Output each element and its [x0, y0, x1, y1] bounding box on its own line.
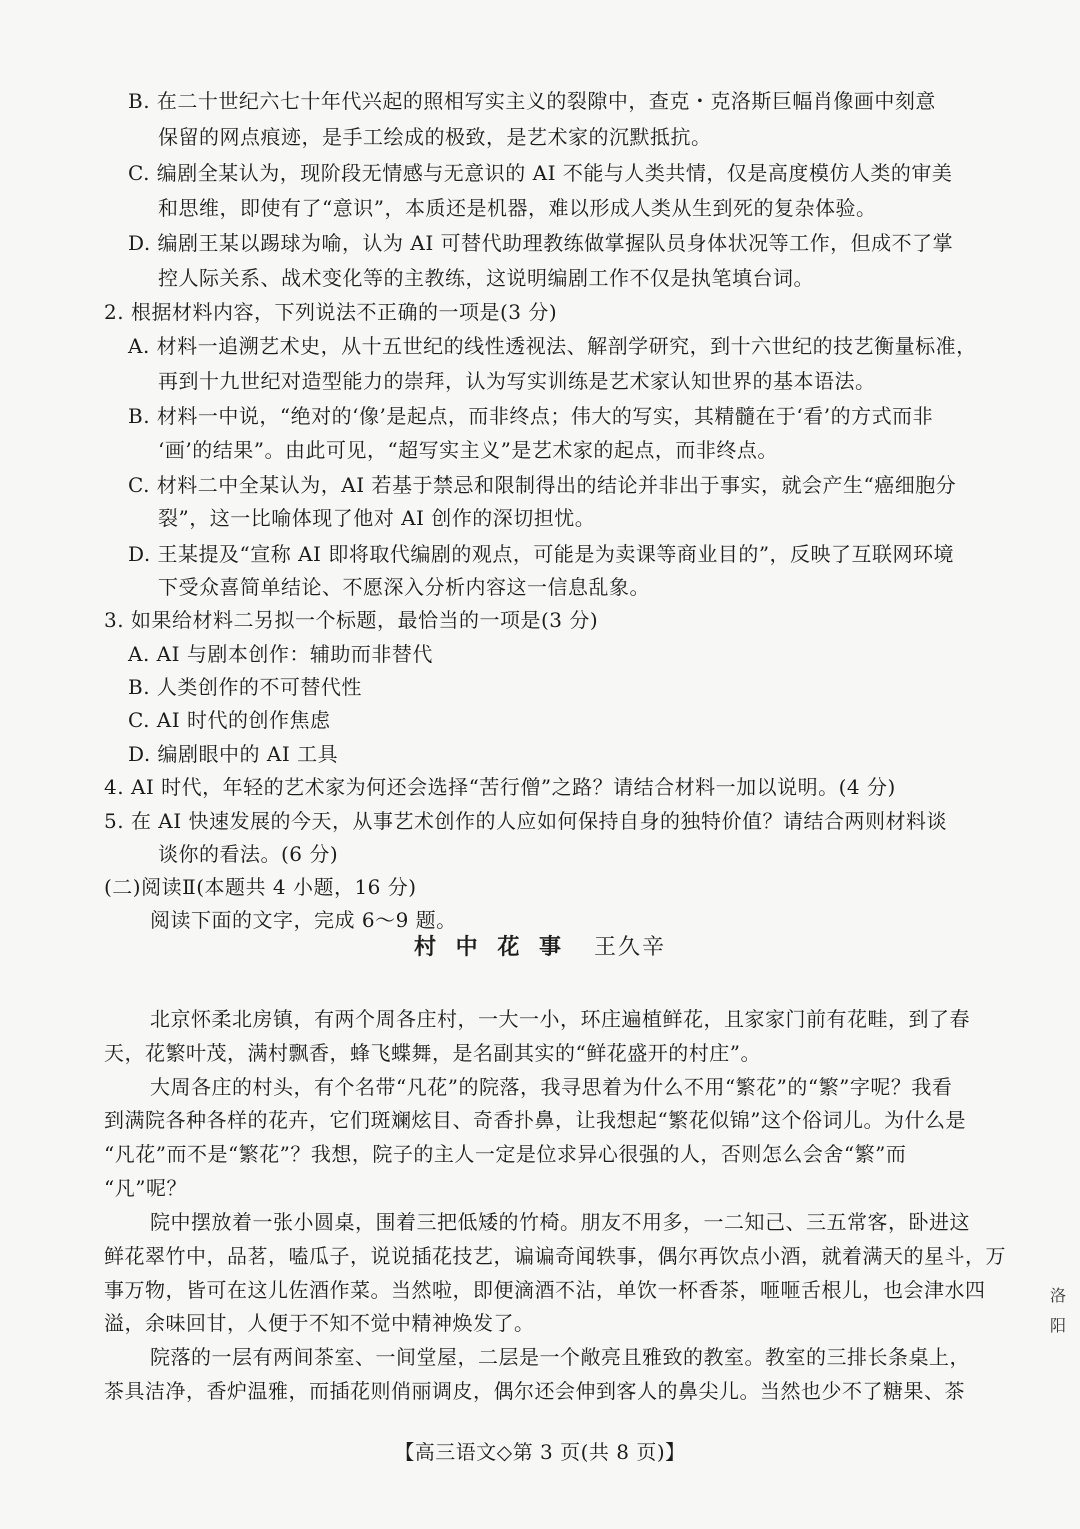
- passage-title-block: [0, 930, 1080, 965]
- q5-stem-line2: 谈你的看法。(6 分): [158, 842, 339, 866]
- q2-option-b-line1: B. 材料一中说，“绝对的‘像’是起点，而非终点；伟大的写实，其精髓在于‘看’的方式而非: [128, 404, 934, 428]
- margin-mark-1: 洛: [1050, 1286, 1067, 1305]
- passage-p2-line1: 大周各庄的村头，有个名带“凡花”的院落，我寻思着为什么不用“繁花”的“繁”字呢？我看: [150, 1075, 953, 1099]
- q3-option-c: C. AI 时代的创作焦虑: [128, 708, 331, 732]
- q1-option-c-line1: C. 编剧全某认为，现阶段无情感与无意识的 AI 不能与人类共情，仅是高度模仿人类的审美: [128, 161, 953, 185]
- page-footer: 【高三语文◇第 3 页(共 8 页)】: [394, 1440, 686, 1464]
- passage-author: 王久辛: [593, 935, 666, 960]
- q3-option-b: B. 人类创作的不可替代性: [128, 675, 362, 699]
- q1-option-c-line2: 和思维，即使有了“意识”，本质还是机器，难以形成人类从生到死的复杂体验。: [158, 196, 877, 220]
- q1-option-d-line1: D. 编剧王某以踢球为喻，认为 AI 可替代助理教练做掌握队员身体状况等工作，但成不了掌: [128, 231, 954, 255]
- q2-option-b-line2: ‘画’的结果”。由此可见，“超写实主义”是艺术家的起点，而非终点。: [158, 438, 778, 462]
- section-instruction: 阅读下面的文字，完成 6～9 题。: [150, 908, 457, 932]
- passage-p1-line2: 天，花繁叶茂，满村飘香，蜂飞蝶舞，是名副其实的“鲜花盛开的村庄”。: [104, 1041, 761, 1065]
- q2-option-c-line2: 裂”，这一比喻体现了他对 AI 创作的深切担忧。: [158, 506, 596, 530]
- q2-option-d-line1: D. 王某提及“宣称 AI 即将取代编剧的观点，可能是为卖课等商业目的”，反映了互联网环境: [128, 542, 955, 566]
- passage-p3-line2: 鲜花翠竹中，品茗，嗑瓜子，说说插花技艺，谝谝奇闻轶事，偶尔再饮点小酒，就着满天的星斗，万: [104, 1244, 1006, 1268]
- passage-p3-line1: 院中摆放着一张小圆桌，围着三把低矮的竹椅。朋友不用多，一二知己、三五常客，卧进这: [150, 1210, 970, 1234]
- section-header: (二)阅读Ⅱ(本题共 4 小题，16 分): [104, 875, 417, 899]
- passage-p2-line2: 到满院各种各样的花卉，它们斑斓炫目、奇香扑鼻，让我想起“繁花似锦”这个俗词儿。为什么是: [104, 1108, 966, 1132]
- q3-stem: 3. 如果给材料二另拟一个标题，最恰当的一项是(3 分): [104, 608, 599, 632]
- passage-p4-line1: 院落的一层有两间茶室、一间堂屋，二层是一个敞亮且雅致的教室。教室的三排长条桌上，: [150, 1345, 970, 1369]
- q3-option-a: A. AI 与剧本创作：辅助而非替代: [128, 642, 433, 666]
- passage-p3-line4: 溢，余味回甘，人便于不知不觉中精神焕发了。: [104, 1311, 535, 1335]
- q2-option-a-line2: 再到十九世纪对造型能力的崇拜，认为写实训练是艺术家认知世界的基本语法。: [158, 369, 876, 393]
- passage-p2-line4: “凡”呢？: [104, 1176, 187, 1200]
- passage-p4-line2: 茶具洁净，香炉温雅，而插花则俏丽调皮，偶尔还会伸到客人的鼻尖儿。当然也少不了糖果、茶: [104, 1379, 965, 1403]
- q2-stem: 2. 根据材料内容，下列说法不正确的一项是(3 分): [104, 300, 558, 324]
- q1-option-b-line1: B. 在二十世纪六七十年代兴起的照相写实主义的裂隙中，查克・克洛斯巨幅肖像画中刻意: [128, 89, 936, 113]
- q1-option-b-line2: 保留的网点痕迹，是手工绘成的极致，是艺术家的沉默抵抗。: [158, 125, 712, 149]
- q5-stem-line1: 5. 在 AI 快速发展的今天，从事艺术创作的人应如何保持自身的独特价值？请结合两则材料谈: [104, 809, 947, 833]
- passage-p2-line3: “凡花”而不是“繁花”？我想，院子的主人一定是位求异心很强的人，否则怎么会舍“繁”而: [104, 1142, 907, 1166]
- margin-mark-2: 阳: [1050, 1316, 1067, 1335]
- q2-option-a-line1: A. 材料一追溯艺术史，从十五世纪的线性透视法、解剖学研究，到十六世纪的技艺衡量标准，: [128, 334, 977, 358]
- passage-p3-line3: 事万物，皆可在这儿佐酒作菜。当然啦，即便滴酒不沾，单饮一杯香茶，咂咂舌根儿，也会津水四: [104, 1278, 986, 1302]
- q4-stem: 4. AI 时代，年轻的艺术家为何还会选择“苦行僧”之路？请结合材料一加以说明。(4 分): [104, 775, 896, 799]
- passage-p1-line1: 北京怀柔北房镇，有两个周各庄村，一大一小，环庄遍植鲜花，且家家门前有花畦，到了春: [150, 1007, 970, 1031]
- q3-option-d: D. 编剧眼中的 AI 工具: [128, 742, 339, 766]
- q2-option-d-line2: 下受众喜简单结论、不愿深入分析内容这一信息乱象。: [158, 575, 650, 599]
- q2-option-c-line1: C. 材料二中全某认为，AI 若基于禁忌和限制得出的结论并非出于事实，就会产生“癌细胞分: [128, 473, 957, 497]
- q1-option-d-line2: 控人际关系、战术变化等的主教练，这说明编剧工作不仅是执笔填台词。: [158, 266, 814, 290]
- passage-title: 村 中 花 事: [414, 934, 567, 960]
